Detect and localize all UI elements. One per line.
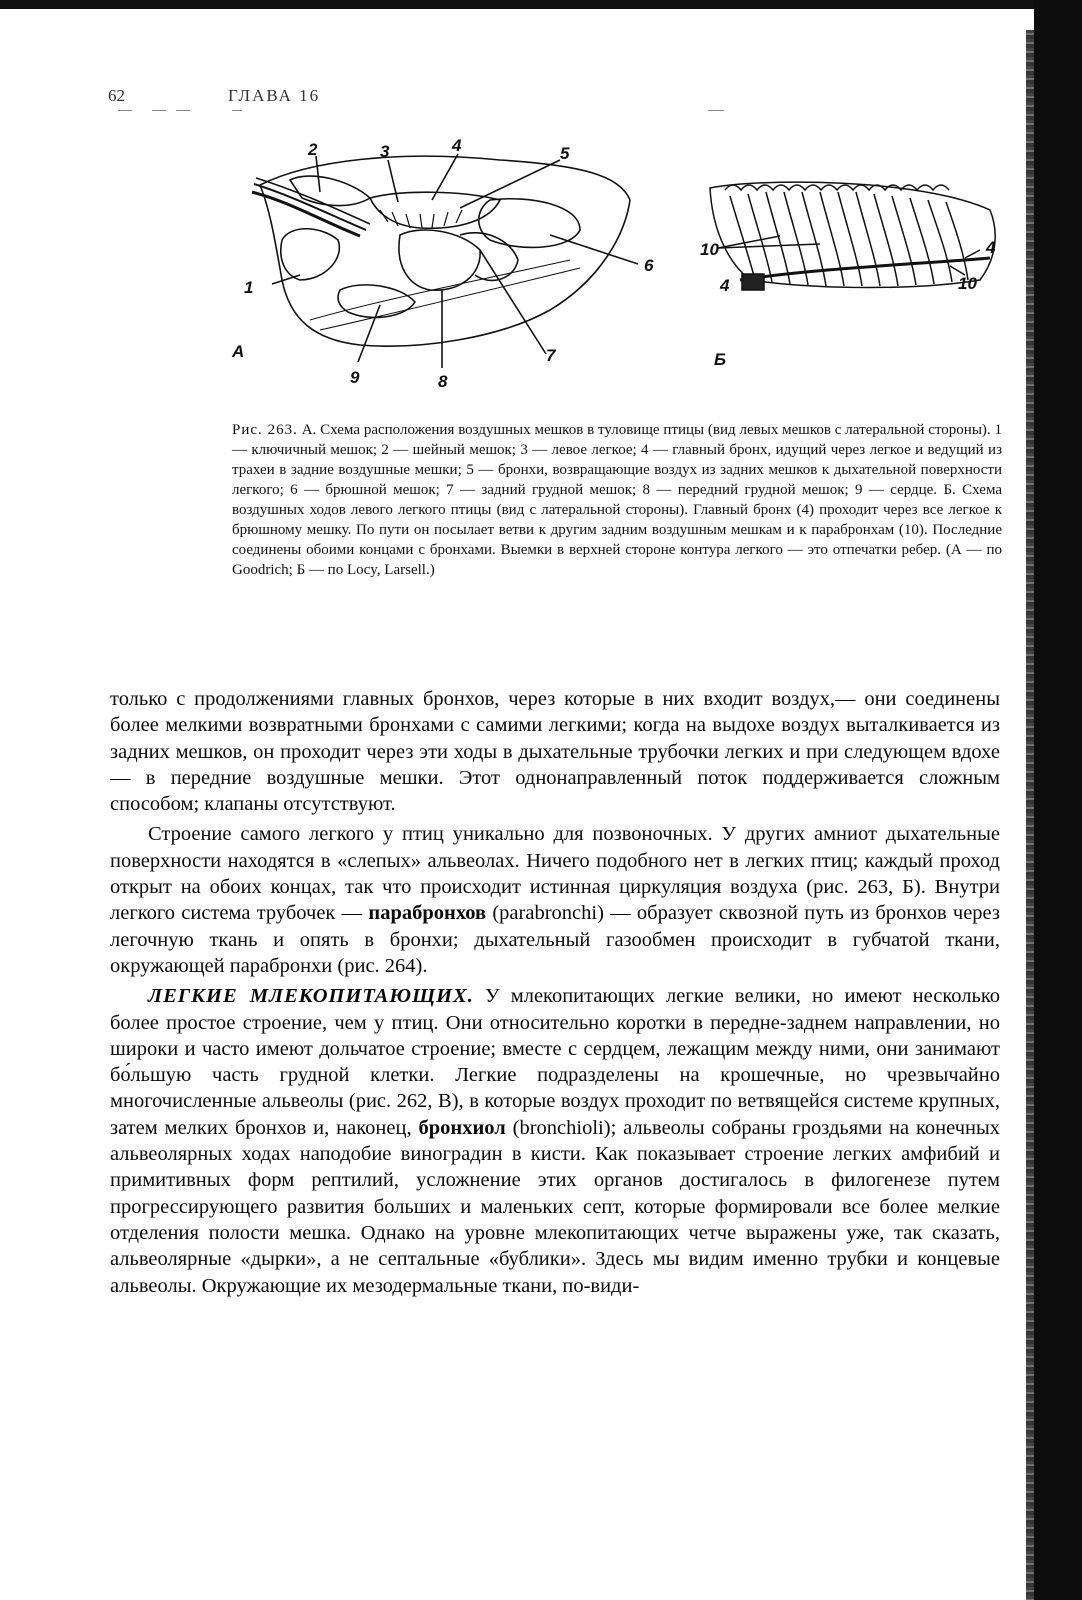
page-number: 62 <box>108 86 125 105</box>
panel-a-label: 8 <box>438 372 448 391</box>
term-bronchioles: бронхиол <box>418 1116 506 1139</box>
panel-a-label: 2 <box>308 140 318 159</box>
scan-top-edge <box>0 0 1034 9</box>
body-text <box>110 686 1000 1303</box>
running-title: ГЛАВА 16 <box>228 86 321 105</box>
paragraph-text: (parabronchi) — образует сквозной путь из бронхов через легочную ткань и опять в бронхи; дыхательный газообмен происходит в губчатой ткани, окружающей парабронхи (рис. 264). <box>110 902 1000 977</box>
panel-a-label: 7 <box>546 346 556 365</box>
panel-b-letter: Б <box>714 350 727 369</box>
header-rule <box>152 110 166 111</box>
panel-a-label: 3 <box>380 142 390 161</box>
paragraph-text: Строение самого легкого у птиц уникально для позвоночных. У других амниот дыхательные поверхности находятся в «слепых» альвеолах. Ничего подобного нет в легких птиц; каждый проход открыт на обоих концах, так что происходит истинная циркуляция воздуха (рис. 263, Б). Внутри легкого система трубочек — <box>110 823 1000 925</box>
paragraph: только с продолжениями главных бронхов, через которые в них входит воздух,— они соединены более мелкими возвратными бронхами с самими легкими; когда на выдохе воздух выталкивается из задних мешков, он проходит через эти ходы в дыхательные трубочки легких и при следующем вдохе — в передние воздушные мешки. Этот однонаправленный поток поддерживается сложным способом; клапаны отсутствуют. <box>110 688 1000 816</box>
panel-a-label: 6 <box>644 256 654 275</box>
panel-a-drawing <box>252 154 638 368</box>
panel-a-label: 5 <box>560 144 570 163</box>
header-rule <box>176 110 190 111</box>
caption-text: А. Схема расположения воздушных мешков в туловище птицы (вид левых мешков с латеральной стороны). 1 — ключичный мешок; 2 — шейный мешок; 3 — левое легкое; 4 — главный бронх, идущий через легкое и ведущий из трахеи в задние воздушные мешки; 5 — бронхи, возвращающие воздух из задних мешков к дыхательной поверхности легкого; 6 — брюшной мешок; 7 — задний грудной мешок; 8 — передний грудной мешок; 9 — сердце. Б. Схема воздушных ходов левого легкого птицы (вид с латеральной стороны). Главный бронх (4) проходит через все легкое к брюшному мешку. По пути он посылает ветви к другим задним воздушным мешкам и к парабронхам (10). Последние соединены обоими концами с бронхами. Выемки в верхней стороне контура легкого — это отпечатки ребер. (А — по Goodrich; Б — по Locy, Larsell.) <box>232 422 1002 578</box>
panel-b-label: 4 <box>720 276 730 295</box>
panel-b-label: 4 <box>986 238 996 257</box>
panel-a-label: 9 <box>350 368 360 387</box>
header-rule <box>118 110 132 111</box>
figure-drawing <box>220 140 1020 410</box>
paragraph-text: (bronchioli); альвеолы собраны гроздьями на конечных альвеолярных ходах наподобие виноградин в кисти. Как показывает строение легких амфибий и примитивных форм рептилий, усложнение этих органов достигалось в филогенезе путем прогрессирующего развития больших и маленьких септ, которые формировали все более мелкие отделения полости мешка. Однако на уровне млекопитающих четче выражены уже, так сказать, альвеолярные «дырки», а не септальные «бублики». Здесь мы видим именно трубки и концевые альвеолы. Окружающие их мезодермальные ткани, по-види- <box>110 1116 1001 1297</box>
caption-lead: Рис. 263. <box>232 422 298 438</box>
panel-a-letter: А <box>232 342 245 361</box>
figure-caption <box>232 420 1002 580</box>
paragraph <box>110 821 1000 979</box>
scan-right-edge <box>1034 0 1082 1600</box>
page-header <box>108 86 748 116</box>
panel-b-label: 10 <box>958 274 977 293</box>
header-rule <box>232 110 242 111</box>
panel-b-drawing <box>710 182 995 290</box>
figure-263 <box>220 136 1020 410</box>
panel-a-label: 1 <box>244 278 254 297</box>
panel-a-label: 4 <box>452 136 462 155</box>
header-rule <box>708 110 724 111</box>
panel-b-label: 10 <box>700 240 719 259</box>
paragraph-text: У млекопитающих легкие велики, но имеют несколько более простое строение, чем у птиц. Они относительно коротки в передне-заднем направлении, но широки и часто имеют дольчатое строение; вместе с сердцем, лежащим между ними, они занимают бо́льшую часть грудной клетки. Легкие подразделены на крошечные, но чрезвычайно многочисленные альвеолы (рис. 262, В), в которые воздух проходит по ветвящейся системе крупных, затем мелких бронхов и, наконец, <box>110 985 1001 1139</box>
section-heading: ЛЕГКИЕ МЛЕКОПИТАЮЩИХ. <box>148 985 474 1008</box>
term-parabronchi: парабронхов <box>368 902 487 925</box>
paragraph <box>110 983 1000 1299</box>
